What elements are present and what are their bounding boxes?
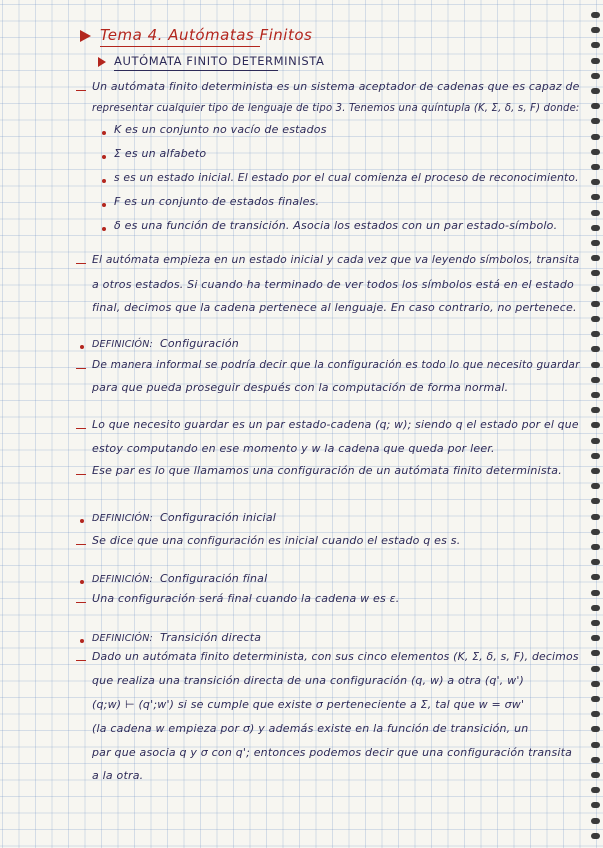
binding-hole [591,650,600,656]
binding-hole [591,210,600,216]
binding-hole [591,27,600,33]
subtitle-underline [114,70,278,71]
binding-hole [591,331,600,337]
definition-name: Configuración final [160,572,268,585]
definition-dash [76,660,86,661]
binding-hole [591,620,600,626]
definition-dash [76,602,86,603]
intro-line: Un autómata finito determinista es un sistema aceptador de cadenas que es capaz de [92,80,580,93]
binding-hole [591,118,600,124]
spiral-binding [587,0,603,848]
binding-hole [591,88,600,94]
definition-label: DEFINICIÓN: [92,633,153,644]
definition-text: (la cadena w empieza por σ) y además existe en la función de transición, un [92,722,529,735]
binding-hole [591,498,600,504]
binding-hole [591,240,600,246]
binding-hole [591,134,600,140]
binding-hole [591,316,600,322]
binding-hole [591,225,600,231]
binding-hole [591,255,600,261]
binding-hole [591,711,600,717]
definition-name: Transición directa [160,631,262,644]
definition-text: a la otra. [92,769,144,782]
title-underline [100,46,260,47]
binding-hole [591,179,600,185]
definition-label: DEFINICIÓN: [92,574,153,585]
binding-hole [591,286,600,292]
process-line: final, decimos que la cadena pertenece al lenguaje. En caso contrario, no pertenece. [92,301,577,314]
title-bullet-icon [80,30,91,42]
binding-hole [591,301,600,307]
binding-hole [591,742,600,748]
binding-hole [591,42,600,48]
definition-text: Lo que necesito guardar es un par estado-cadena (q; w); siendo q el estado por el que [92,418,579,431]
definition-dash [76,428,86,429]
binding-hole [591,58,600,64]
process-dash [76,263,86,264]
binding-hole [591,103,600,109]
process-line: El autómata empieza en un estado inicial y cada vez que va leyendo símbolos, transita [92,253,580,266]
binding-hole [591,270,600,276]
definition-label: DEFINICIÓN: [92,339,153,350]
component-bullet [102,155,106,159]
component-bullet [102,131,106,135]
binding-hole [591,12,600,18]
definition-name: Configuración [160,337,239,350]
binding-hole [591,635,600,641]
binding-hole [591,666,600,672]
definition-name: Configuración inicial [160,511,277,524]
component-bullet [102,203,106,207]
component-item: s es un estado inicial. El estado por el cual comienza el proceso de reconocimiento. [114,171,579,184]
binding-hole [591,726,600,732]
intro-line: representar cualquier tipo de lenguaje de tipo 3. Tenemos una quíntupla (K, Σ, δ, s, F) donde: [92,101,580,114]
binding-hole [591,453,600,459]
intro-dash [76,90,86,91]
component-bullet [102,227,106,231]
definition-dash [76,368,86,369]
definition-bullet [80,580,84,584]
binding-hole [591,772,600,778]
binding-hole [591,574,600,580]
binding-hole [591,696,600,702]
definition-bullet [80,345,84,349]
binding-hole [591,422,600,428]
binding-hole [591,818,600,824]
definition-bullet [80,519,84,523]
binding-hole [591,605,600,611]
binding-hole [591,362,600,368]
binding-hole [591,559,600,565]
binding-hole [591,757,600,763]
definition-text: estoy computando en ese momento y w la cadena que queda por leer. [92,442,495,455]
component-item: K es un conjunto no vacío de estados [114,123,327,136]
definition-label: DEFINICIÓN: [92,513,153,524]
definition-text: Una configuración será final cuando la cadena w es ε. [92,592,400,605]
subtitle-bullet-icon [98,57,106,67]
binding-hole [591,833,600,839]
definition-text: Se dice que una configuración es inicial cuando el estado q es s. [92,534,461,547]
definition-dash [76,544,86,545]
component-item: δ es una función de transición. Asocia los estados con un par estado-símbolo. [114,219,558,232]
binding-hole [591,346,600,352]
binding-hole [591,407,600,413]
binding-hole [591,590,600,596]
component-bullet [102,179,106,183]
definition-text: para que pueda proseguir después con la computación de forma normal. [92,381,509,394]
definition-text: que realiza una transición directa de una configuración (q, w) a otra (q', w') [92,674,525,687]
binding-hole [591,787,600,793]
definition-text: Dado un autómata finito determinista, con sus cinco elementos (K, Σ, δ, s, F), decimos [92,650,579,663]
binding-hole [591,681,600,687]
binding-hole [591,438,600,444]
binding-hole [591,73,600,79]
process-line: a otros estados. Si cuando ha terminado de ver todos los símbolos está en el estado [92,278,574,291]
binding-hole [591,392,600,398]
definition-text: Ese par es lo que llamamos una configuración de un autómata finito determinista. [92,464,562,477]
definition-text: De manera informal se podría decir que la configuración es todo lo que necesito guardar [92,358,580,371]
binding-hole [591,529,600,535]
definition-bullet [80,639,84,643]
section-subtitle: AUTÓMATA FINITO DETERMINISTA [114,54,325,68]
binding-hole [591,377,600,383]
component-item: Σ es un alfabeto [114,147,207,160]
binding-hole [591,468,600,474]
binding-hole [591,802,600,808]
definition-text: par que asocia q y σ con q'; entonces podemos decir que una configuración transita [92,746,573,759]
definition-dash [76,474,86,475]
binding-hole [591,514,600,520]
binding-hole [591,194,600,200]
component-item: F es un conjunto de estados finales. [114,195,320,208]
binding-hole [591,164,600,170]
page-title: Tema 4. Autómatas Finitos [100,26,313,44]
binding-hole [591,544,600,550]
binding-hole [591,149,600,155]
binding-hole [591,483,600,489]
definition-text: (q;w) ⊢ (q';w') si se cumple que existe σ perteneciente a Σ, tal que w = σw' [92,698,525,711]
